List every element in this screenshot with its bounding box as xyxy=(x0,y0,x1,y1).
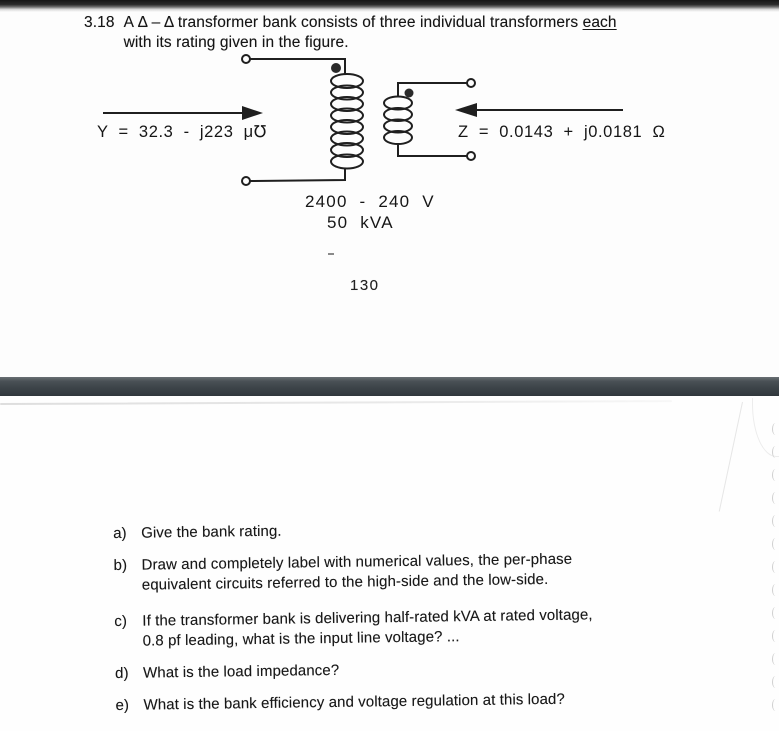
impedance-label: Z = 0.0143 + j0.0181 Ω xyxy=(458,123,666,141)
rating-voltage-label: 2400 - 240 V xyxy=(305,192,435,211)
question-label: d) xyxy=(114,664,129,682)
problem-number: 3.18 xyxy=(84,14,115,31)
question-list xyxy=(113,516,716,716)
spiral-binding-marks xyxy=(769,412,779,728)
question-label: c) xyxy=(114,612,128,630)
terminal-primary-bottom xyxy=(242,177,250,185)
admittance-label: Y = 32.3 - j223 μ℧ xyxy=(97,123,267,141)
underlined-word: each xyxy=(582,14,617,31)
question-b: b) Draw and completely label with numerical values, the per-phase equivalent circuits referred to the high-side and the low-side. xyxy=(113,548,714,596)
statement-line-1: A Δ – Δ transformer bank consists of three individual transformers each xyxy=(123,14,617,31)
question-d: d) What is the load impedance? xyxy=(114,661,340,682)
question-label: e) xyxy=(115,696,130,714)
secondary-winding xyxy=(384,79,475,160)
polarity-dot-primary xyxy=(331,63,341,73)
question-c: c) If the transformer bank is delivering half-rated kVA at rated voltage, 0.8 pf leading, what is the input line voltage? ... xyxy=(114,604,715,652)
admittance-arrow xyxy=(103,106,263,120)
page-edge-shadow xyxy=(0,400,672,405)
page-divider-band xyxy=(0,377,779,396)
terminal-secondary-top xyxy=(467,79,475,87)
polarity-dot-secondary xyxy=(405,89,414,98)
question-label: a) xyxy=(113,524,127,542)
statement-line-2: with its rating given in the figure. xyxy=(123,34,349,51)
page-corner-crease xyxy=(719,402,743,512)
primary-winding xyxy=(242,55,363,185)
terminal-primary-top xyxy=(242,55,250,63)
question-label: b) xyxy=(113,556,128,574)
impedance-arrow xyxy=(455,103,623,117)
scan-stray-mark xyxy=(328,253,334,255)
question-e: e) What is the bank efficiency and voltage regulation at this load? xyxy=(115,690,565,714)
page-number: 130 xyxy=(350,277,380,294)
terminal-secondary-bottom xyxy=(467,152,475,160)
question-a: a) Give the bank rating. xyxy=(113,522,282,542)
rating-power-label: 50 kVA xyxy=(327,213,394,232)
